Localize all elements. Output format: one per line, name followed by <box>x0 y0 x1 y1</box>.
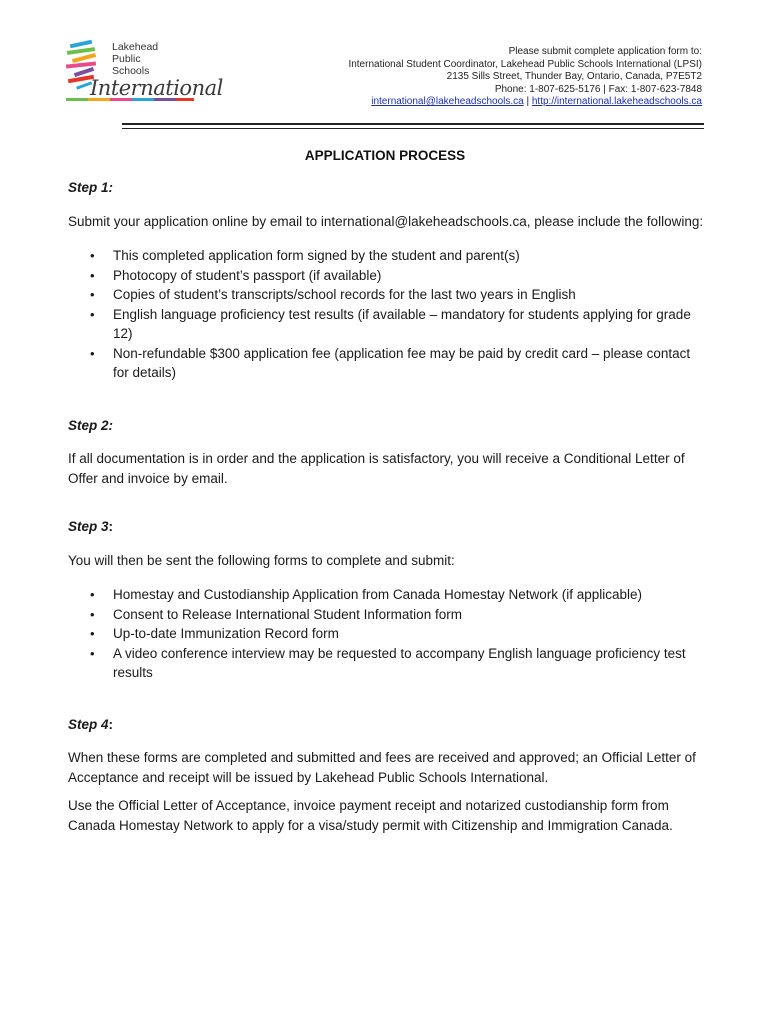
list-item: • Copies of student’s transcripts/school records for the last two years in English <box>113 285 708 305</box>
step2-text: If all documentation is in order and the application is satisfactory, you will receive a Conditional Letter of Offer and invoice by email. <box>68 451 685 486</box>
step4-label: Step 4 <box>68 716 109 732</box>
step3-list <box>68 585 708 683</box>
logo-text-lakehead: Lakehead <box>112 41 159 53</box>
page-title: APPLICATION PROCESS <box>304 148 466 163</box>
logo-text-public: Public <box>112 53 141 65</box>
website-link[interactable]: http://international.lakeheadschools.ca <box>531 96 702 108</box>
list-item: • English language proficiency test results (if available – mandatory for students applying for grade 12) <box>113 305 708 344</box>
step3-intro: You will then be sent the following forms to complete and submit: <box>68 552 455 568</box>
header-line-address: 2135 Sills Street, Thunder Bay, Ontario, Canada, P7E5T2 <box>446 71 702 83</box>
list-item: • Consent to Release International Student Information form <box>113 605 708 625</box>
logo-text-international: International <box>90 76 223 100</box>
step3-colon: : <box>108 519 114 534</box>
step2-heading: Step 2: <box>68 417 114 433</box>
step1-heading: Step 1: <box>68 180 114 195</box>
contact-header <box>348 46 702 109</box>
lpsi-logo <box>64 38 223 104</box>
email-link[interactable]: international@lakeheadschools.ca <box>371 96 524 108</box>
header-divider-thick <box>122 123 704 125</box>
list-item: • Up-to-date Immunization Record form <box>113 624 708 644</box>
step4-colon: : <box>108 716 114 732</box>
list-item: • Homestay and Custodianship Application from Canada Homestay Network (if applicable) <box>113 585 708 605</box>
step3-heading <box>68 517 708 537</box>
list-item: • Non-refundable $300 application fee (application fee may be paid by credit card – please contact for details) <box>113 344 708 383</box>
list-item: • Photocopy of student’s passport (if available) <box>113 266 708 286</box>
logo-text-schools: Schools <box>112 65 150 77</box>
list-item: • A video conference interview may be requested to accompany English language proficiency test results <box>113 644 708 683</box>
header-divider-thin <box>122 128 704 129</box>
step4-heading <box>68 715 708 735</box>
step3-label: Step 3 <box>68 519 109 534</box>
step4-paragraph-2: Use the Official Letter of Acceptance, invoice payment receipt and notarized custodianship form from Canada Homestay Network to apply for a visa/study permit with Citizenship and Immigration Canada. <box>68 798 673 833</box>
document-body <box>68 178 708 835</box>
link-separator: | <box>523 96 532 108</box>
step4-paragraph-1: When these forms are completed and submitted and fees are received and approved; an Official Letter of Acceptance and receipt will be issued by Lakehead Public Schools International. <box>68 750 696 785</box>
list-item: • This completed application form signed by the student and parent(s) <box>113 246 708 266</box>
step1-intro: Submit your application online by email to international@lakeheadschools.ca, please include the following: <box>68 213 704 229</box>
header-line-submit: Please submit complete application form to: <box>508 46 702 57</box>
header-line-phone: Phone: 1-807-625-5176 | Fax: 1-807-623-7848 <box>494 83 702 95</box>
header-line-coordinator: International Student Coordinator, Lakehead Public Schools International (LPSI) <box>348 58 702 70</box>
header-line-links <box>348 96 702 109</box>
step1-list <box>68 246 708 383</box>
